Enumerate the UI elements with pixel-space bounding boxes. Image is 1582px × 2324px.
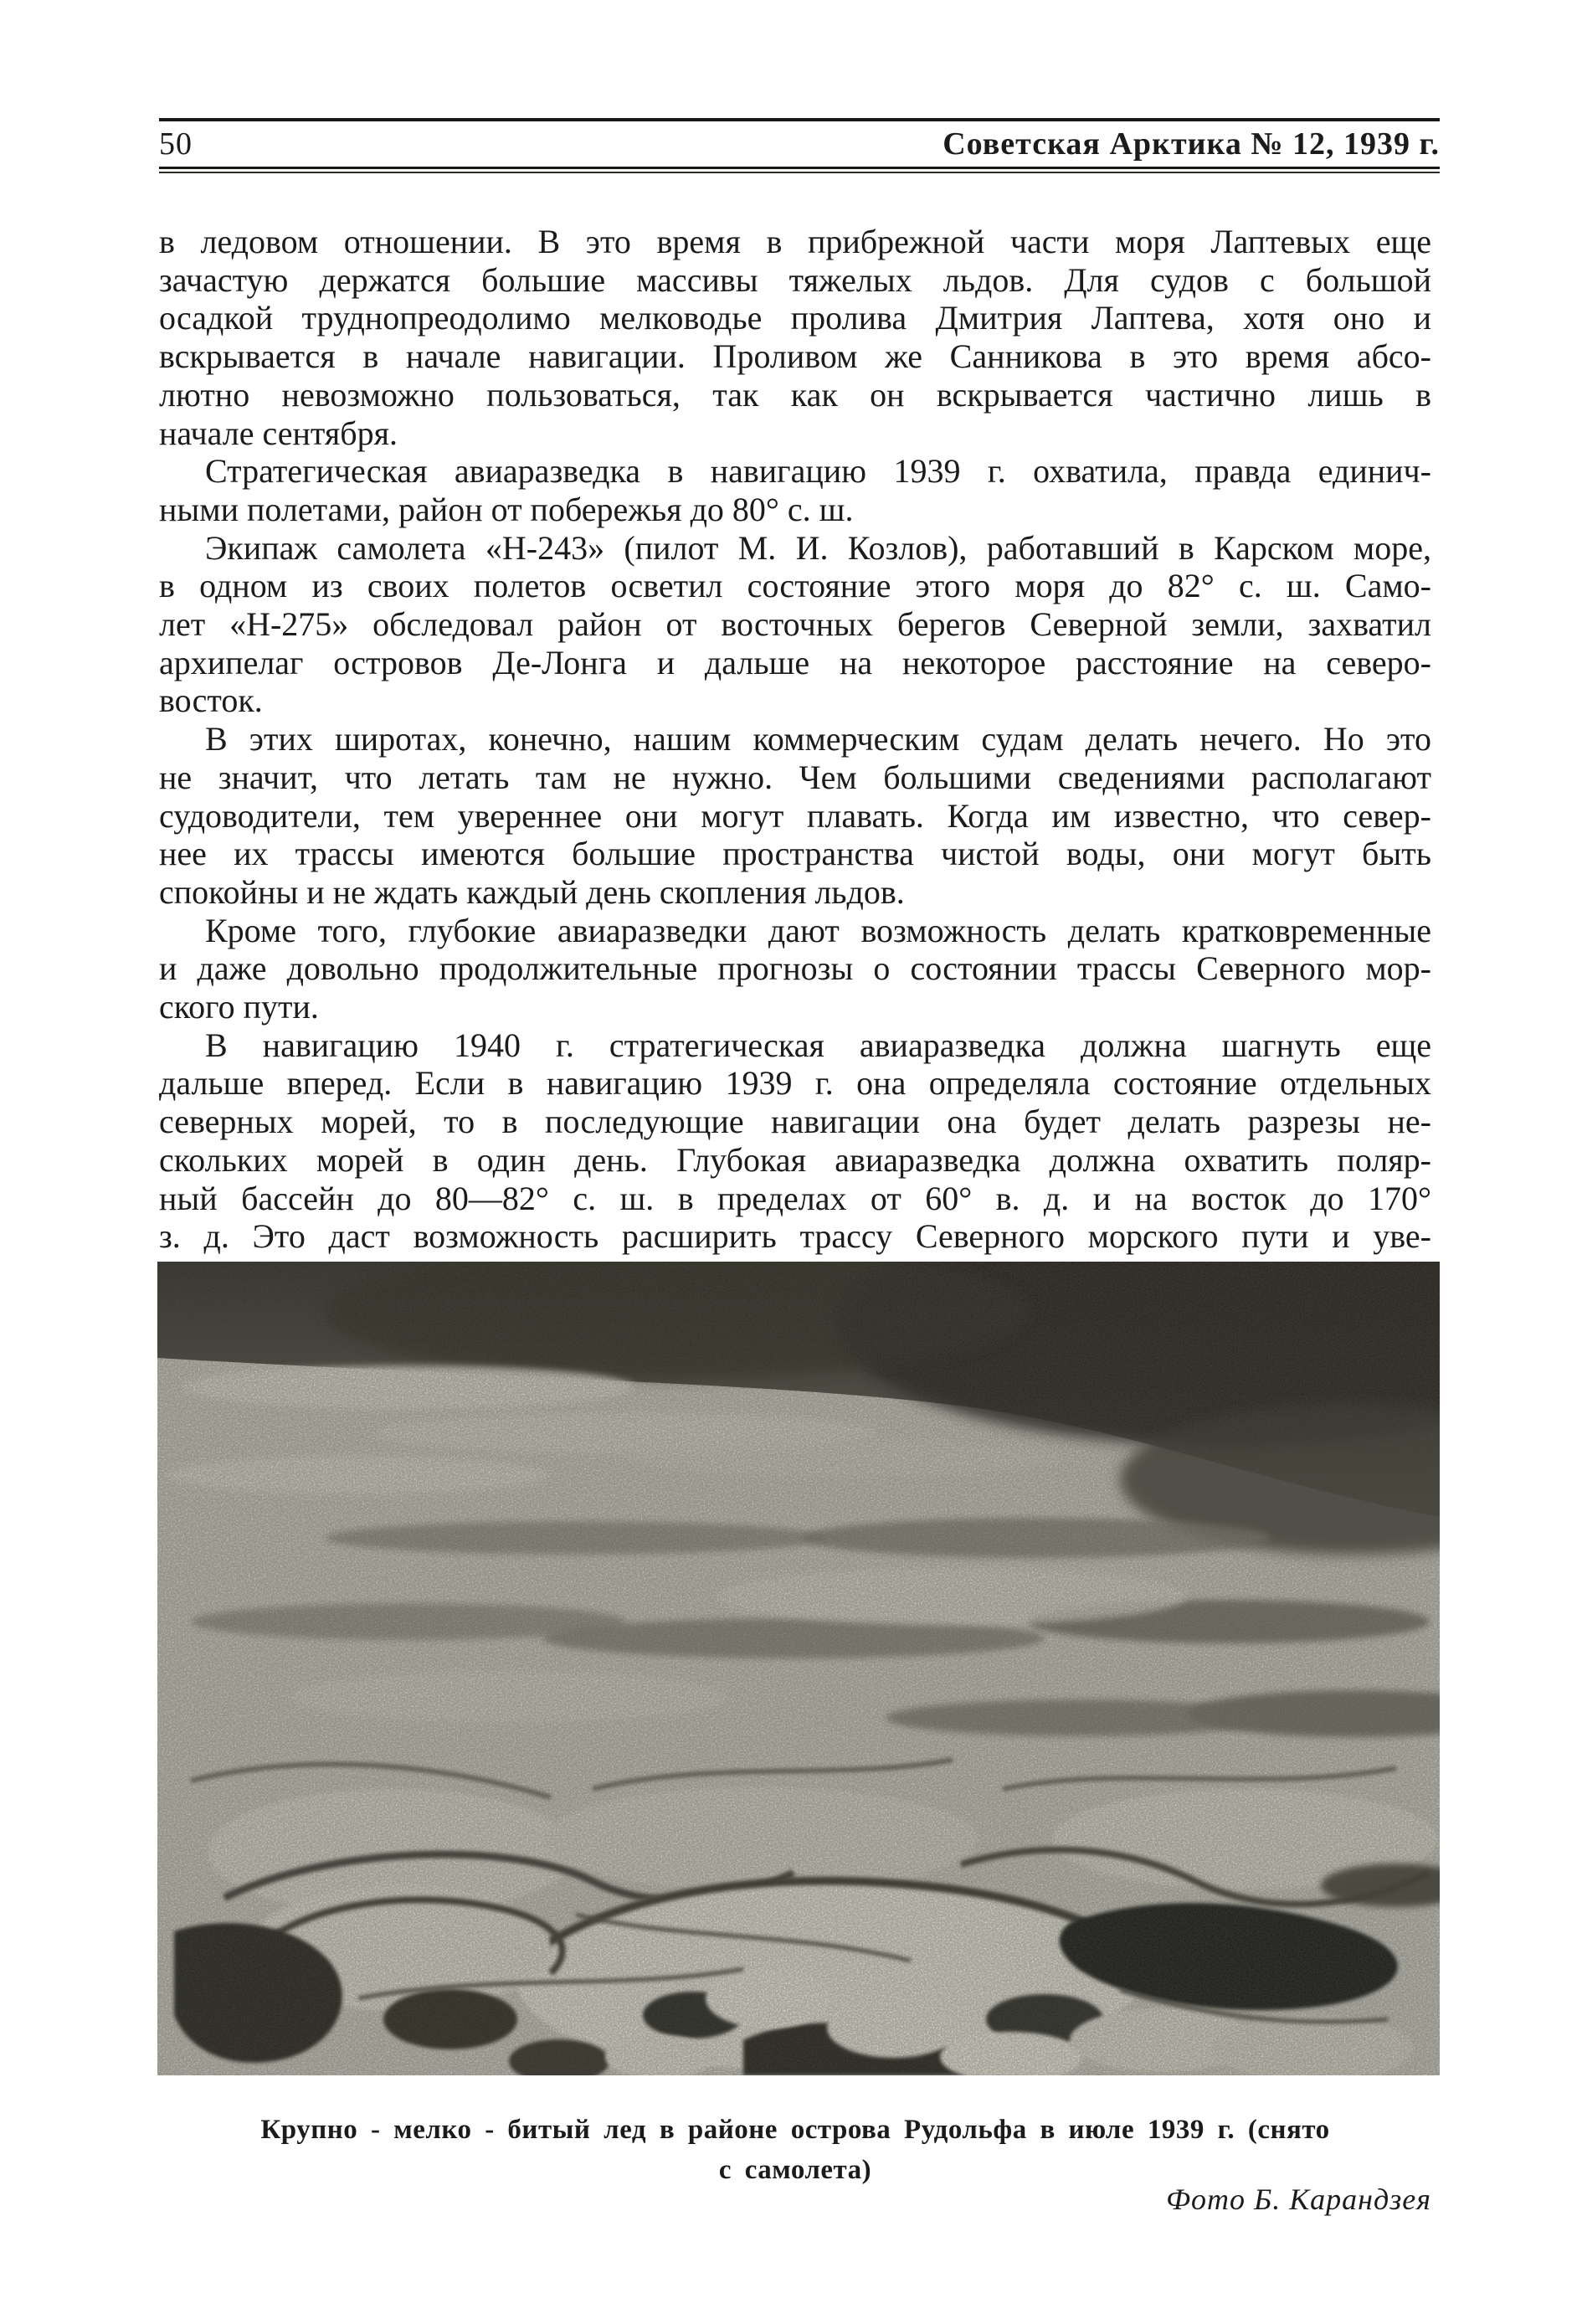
- paragraph: [159, 1026, 1431, 1256]
- text-line: восток.: [159, 681, 263, 720]
- text-line: В навигацию 1940 г. стратегическая авиаразведка должна шагнуть еще: [205, 1026, 1431, 1064]
- paragraph: [159, 529, 1431, 721]
- header-top-rule: [159, 118, 1440, 121]
- paragraph: [159, 223, 1431, 452]
- text-line: скольких морей в один день. Глубокая авиаразведка должна охватить поляр-: [159, 1140, 1431, 1179]
- photo-caption-line-1: Крупно - мелко - битый лед в районе острова Рудольфа в июле 1939 г. (снято: [260, 2115, 1330, 2145]
- photo-caption-line-2: с самолета): [718, 2155, 872, 2185]
- paragraph: [159, 720, 1431, 912]
- text-line: зачастую держатся большие массивы тяжелых льдов. Для судов с большой: [159, 260, 1431, 299]
- text-line: вскрывается в начале навигации. Проливом же Санникова в это время абсо-: [159, 337, 1431, 376]
- text-line: не значит, что летать там не нужно. Чем большими сведениями располагают: [159, 758, 1431, 796]
- text-line: Экипаж самолета «Н-243» (пилот М. И. Козлов), работавший в Карском море,: [205, 528, 1431, 567]
- text-line: Кроме того, глубокие авиаразведки дают возможность делать кратковременные: [205, 911, 1431, 949]
- text-line: в ледовом отношении. В это время в прибрежной части моря Лаптевых еще: [159, 223, 1431, 260]
- running-head: [159, 126, 1440, 162]
- text-line: осадкой труднопреодолимо мелководье пролива Дмитрия Лаптева, хотя оно и: [159, 299, 1431, 337]
- text-line: северных морей, то в последующие навигации она будет делать разрезы не-: [159, 1103, 1431, 1141]
- article-text: [159, 223, 1431, 1256]
- page-number: 50: [159, 126, 193, 162]
- text-line: дальше вперед. Если в навигацию 1939 г. она определяла состояние отдельных: [159, 1064, 1431, 1103]
- text-line: начале сентября.: [159, 414, 398, 452]
- text-line: спокойны и не ждать каждый день скопления льдов.: [159, 872, 905, 911]
- text-line: нее их трассы имеются большие пространства чистой воды, они могут быть: [159, 835, 1431, 873]
- text-line: ского пути.: [159, 988, 319, 1026]
- header-rule-upper: [159, 167, 1440, 169]
- header-rule-lower: [159, 172, 1440, 173]
- text-line: в одном из своих полетов осветил состояние этого моря до 82° с. ш. Само-: [159, 567, 1431, 605]
- text-line: лет «Н-275» обследовал район от восточных берегов Северной земли, захватил: [159, 605, 1431, 644]
- text-line: и даже довольно продолжительные прогнозы о состоянии трассы Северного мор-: [159, 949, 1431, 988]
- text-line: архипелаг островов Де-Лонга и дальше на некоторое расстояние на северо-: [159, 643, 1431, 681]
- text-line: лютно невозможно пользоваться, так как он вскрывается частично лишь в: [159, 375, 1431, 414]
- text-line: судоводители, тем увереннее они могут плавать. Когда им известно, что север-: [159, 796, 1431, 835]
- figure-ice-photo: [157, 1262, 1440, 2075]
- paragraph: [159, 912, 1431, 1026]
- photo-caption: [159, 2110, 1431, 2190]
- paragraph: [159, 452, 1431, 528]
- journal-title: Советская Арктика № 12, 1939 г.: [943, 126, 1440, 162]
- text-line: Стратегическая авиаразведка в навигацию 1939 г. охватила, правда единич-: [205, 452, 1431, 491]
- broken-ice-aerial-photo: [157, 1262, 1440, 2075]
- text-line: з. д. Это даст возможность расширить трассу Северного морского пути и уве-: [159, 1217, 1431, 1256]
- photo-credit: Фото Б. Карандзея: [1166, 2183, 1431, 2216]
- text-line: В этих широтах, конечно, нашим коммерческим судам делать нечего. Но это: [205, 720, 1431, 758]
- text-line: ными полетами, район от побережья до 80° с. ш.: [159, 490, 854, 528]
- text-line: ный бассейн до 80—82° с. ш. в пределах от 60° в. д. и на восток до 170°: [159, 1179, 1431, 1217]
